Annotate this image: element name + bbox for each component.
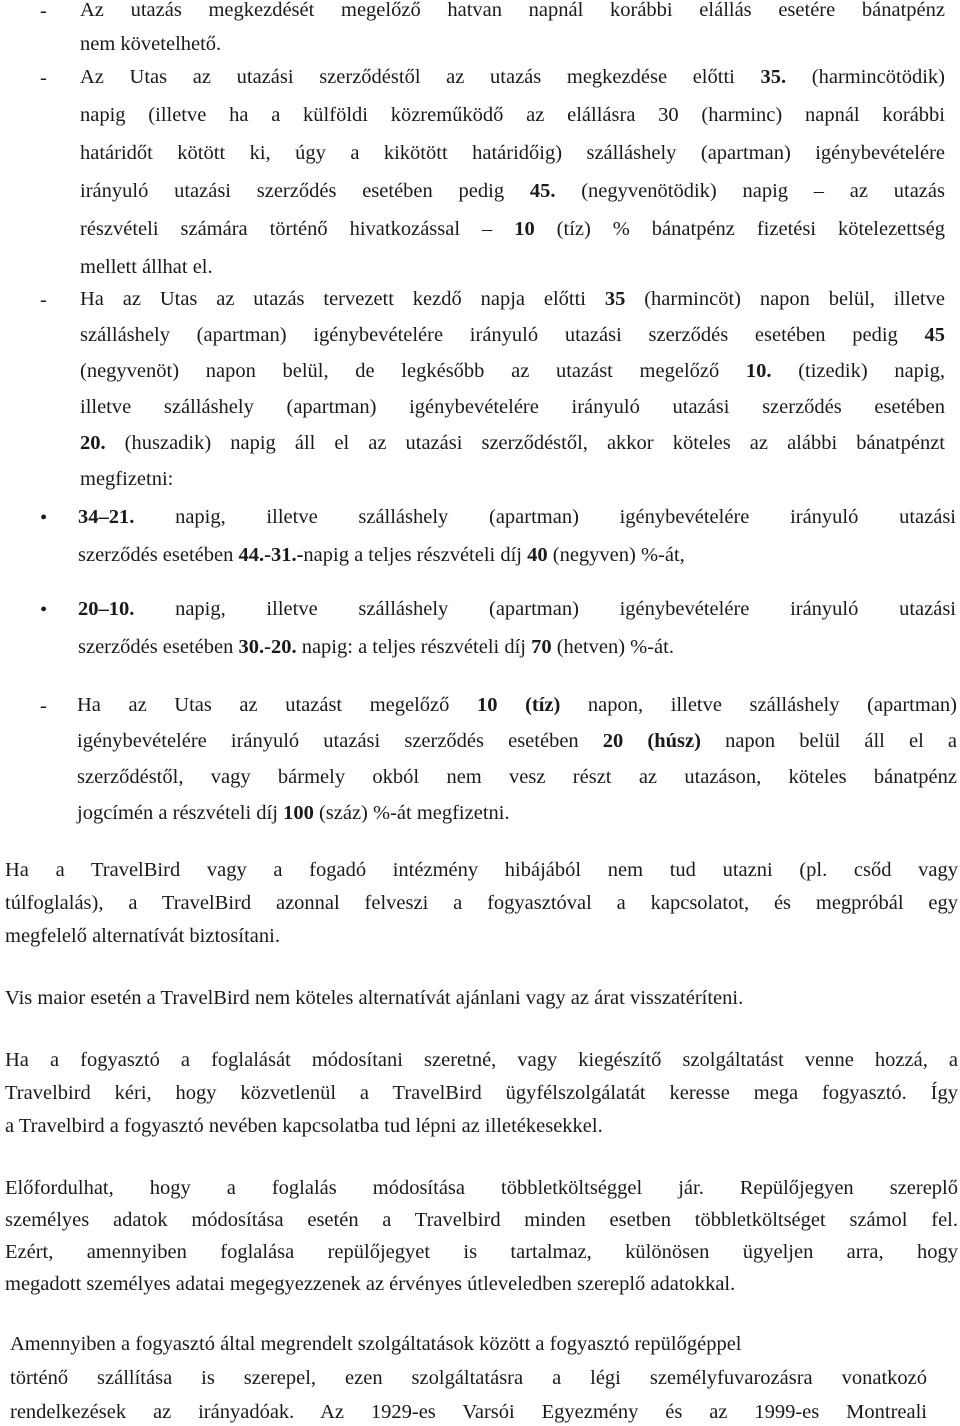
dash-marker: - xyxy=(40,67,47,89)
bullet-marker: • xyxy=(40,507,48,529)
text-line: Az utazás megkezdését megelőző hatvan napnál korábbi elállás esetére bánatpénz xyxy=(80,0,945,21)
text-line: irányuló utazási szerződés esetében pedig 45. (negyvenötödik) napig – az utazás xyxy=(80,180,945,202)
text-line: a Travelbird a fogyasztó nevében kapcsolatba tud lépni az illetékesekkel. xyxy=(5,1115,603,1137)
text-line: (negyvenöt) napon belül, de legkésőbb az utazást megelőző 10. (tizedik) napig, xyxy=(80,360,945,382)
text-line: Travelbird kéri, hogy közvetlenül a TravelBird ügyfélszolgálatát keresse mega fogyasztó. Így xyxy=(5,1082,958,1104)
text-line: határidőt kötött ki, úgy a kikötött határidőig) szálláshely (apartman) igénybevételére xyxy=(80,142,945,164)
text-line: megfizetni: xyxy=(80,468,174,490)
text-line: 34–21. napig, illetve szálláshely (apartman) igénybevételére irányuló utazási xyxy=(78,506,956,528)
text-line: illetve szálláshely (apartman) igénybevételére irányuló utazási szerződés esetében xyxy=(80,396,945,418)
text-line: szerződés esetében 30.-20. napig: a teljes részvételi díj 70 (hetven) %-át. xyxy=(78,636,674,658)
text-line: Ha a TravelBird vagy a fogadó intézmény hibájából nem tud utazni (pl. csőd vagy xyxy=(5,859,958,881)
text-line: rendelkezések az irányadóak. Az 1929-es Varsói Egyezmény és az 1999-es Montreali xyxy=(10,1401,927,1423)
dash-marker: - xyxy=(40,0,47,22)
text-line: Ha a fogyasztó a foglalását módosítani szeretné, vagy kiegészítő szolgáltatást venne hozzá, a xyxy=(5,1049,958,1071)
text-line: 20. (huszadik) napig áll el az utazási szerződéstől, akkor köteles az alábbi bánatpénzt xyxy=(80,432,945,454)
text-line: megadott személyes adatai megegyezzenek az érvényes útleveledben szereplő adatokkal. xyxy=(5,1273,736,1295)
bullet-marker: • xyxy=(40,599,48,621)
text-line: 20–10. napig, illetve szálláshely (apartman) igénybevételére irányuló utazási xyxy=(78,598,956,620)
text-line: Amennyiben a fogyasztó által megrendelt szolgáltatások között a fogyasztó repülőgéppel xyxy=(10,1333,742,1355)
text-line: megfelelő alternatívát biztosítani. xyxy=(5,925,280,947)
text-line: mellett állhat el. xyxy=(80,256,213,278)
text-line: napig (illetve ha a külföldi közreműködő az elállásra 30 (harminc) napnál korábbi xyxy=(80,104,945,126)
text-line: Előfordulhat, hogy a foglalás módosítása többletköltséggel jár. Repülőjegyen szereplő xyxy=(5,1177,958,1199)
text-line: Az Utas az utazási szerződéstől az utazás megkezdése előtti 35. (harmincötödik) xyxy=(80,66,945,88)
text-line: Vis maior esetén a TravelBird nem köteles alternatívát ajánlani vagy az árat visszatéríteni. xyxy=(5,987,744,1009)
text-line: Ha az Utas az utazást megelőző 10 (tíz) napon, illetve szálláshely (apartman) xyxy=(77,694,957,716)
text-line: történő szállítása is szerepel, ezen szolgáltatásra a légi személyfuvarozásra vonatkozó xyxy=(10,1367,927,1389)
text-line: Ha az Utas az utazás tervezett kezdő napja előtti 35 (harmincöt) napon belül, illetve xyxy=(80,288,945,310)
text-line: szerződés esetében 44.-31.-napig a teljes részvételi díj 40 (negyven) %-át, xyxy=(78,544,685,566)
text-line: részvételi számára történő hivatkozással – 10 (tíz) % bánatpénz fizetési kötelezettség xyxy=(80,218,945,240)
dash-marker: - xyxy=(40,289,47,311)
text-line: igénybevételére irányuló utazási szerződés esetében 20 (húsz) napon belül áll el a xyxy=(77,730,957,752)
text-line: jogcímén a részvételi díj 100 (száz) %-át megfizetni. xyxy=(77,802,510,824)
text-line: személyes adatok módosítása esetén a Travelbird minden esetben többletköltséget számol fel. xyxy=(5,1209,958,1231)
text-line: nem követelhető. xyxy=(80,33,222,55)
dash-marker: - xyxy=(40,695,47,717)
text-line: szerződéstől, vagy bármely okból nem vesz részt az utazáson, köteles bánatpénz xyxy=(77,766,957,788)
text-line: túlfoglalás), a TravelBird azonnal felveszi a fogyasztóval a kapcsolatot, és megpróbál egy xyxy=(5,892,958,914)
text-line: szálláshely (apartman) igénybevételére irányuló utazási szerződés esetében pedig 45 xyxy=(80,324,945,346)
text-line: Ezért, amennyiben foglalása repülőjegyet is tartalmaz, különösen ügyeljen arra, hogy xyxy=(5,1241,958,1263)
